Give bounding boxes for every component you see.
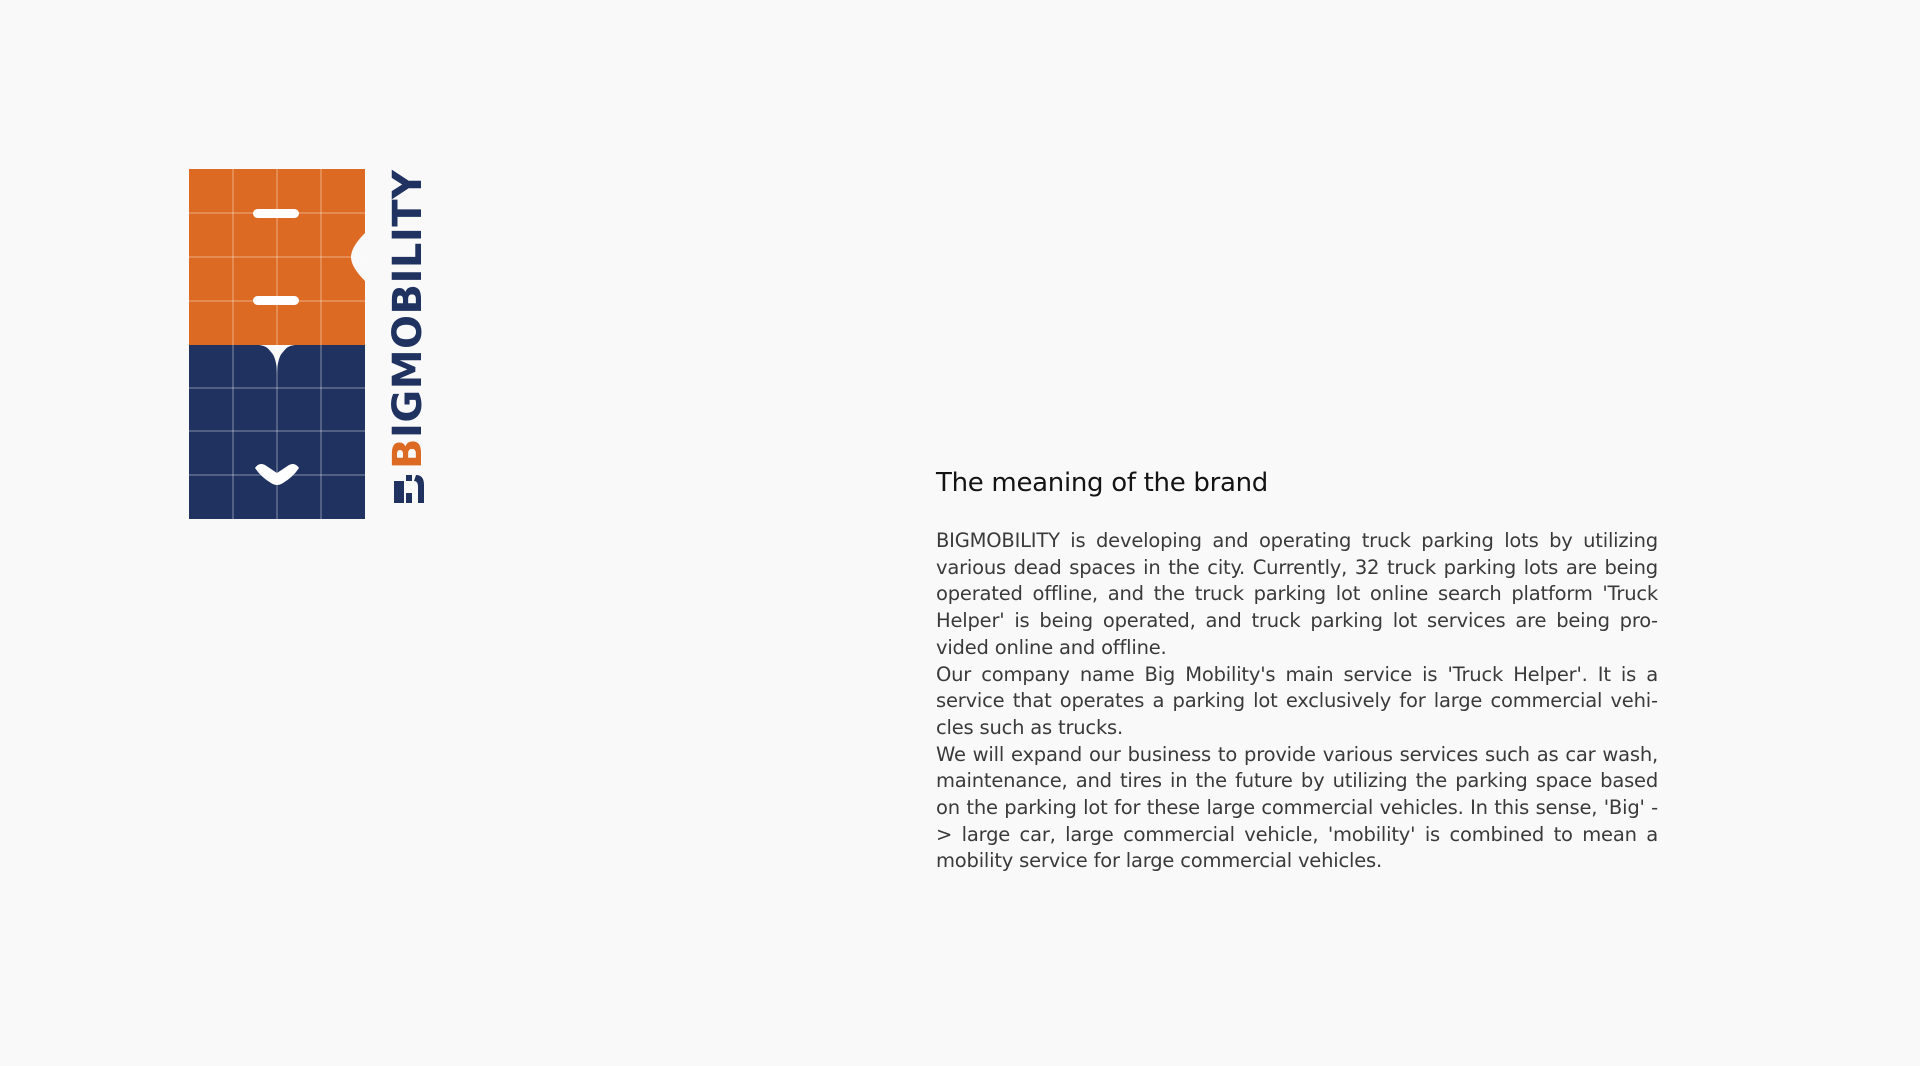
body-paragraph-2: Our company name Big Mobility's main service is 'Truck Helper'. It is a service that operates a parking lot exclusively for large commercial vehicles such as trucks. <box>936 662 1658 739</box>
logo-slot-lower <box>253 296 299 305</box>
logo-slot-upper <box>253 209 299 218</box>
logo-truck-icon <box>394 475 424 503</box>
logo-wordmark <box>381 169 436 519</box>
wordmark-rest: IGMOBILITY <box>385 169 431 438</box>
body-paragraph-1: BIGMOBILITY is developing and operating truck parking lots by utilizing various dead spaces in the city. Currently, 32 truck parking lots are being operated offline, and the truck parking lot online search platform 'Truck Helper' is being operated, and truck parking lot services are being provided online and offline. <box>936 529 1658 659</box>
brand-logo <box>189 169 436 519</box>
body-paragraph-3: We will expand our business to provide various services such as car wash, maintenance, and tires in the future by utilizing the parking space based on the parking lot for these large commercial vehicles. In this sense, 'Big' -> large car, large commercial vehicle, 'mobility' is combined to mean a mobility service for large commercial vehicles. <box>936 742 1658 873</box>
logo-mark <box>189 169 365 519</box>
brand-meaning-section <box>936 466 1658 875</box>
section-body <box>936 528 1658 875</box>
logo-wordmark-text <box>385 169 431 469</box>
wordmark-accent: B <box>385 438 431 469</box>
section-heading: The meaning of the brand <box>936 468 1268 498</box>
